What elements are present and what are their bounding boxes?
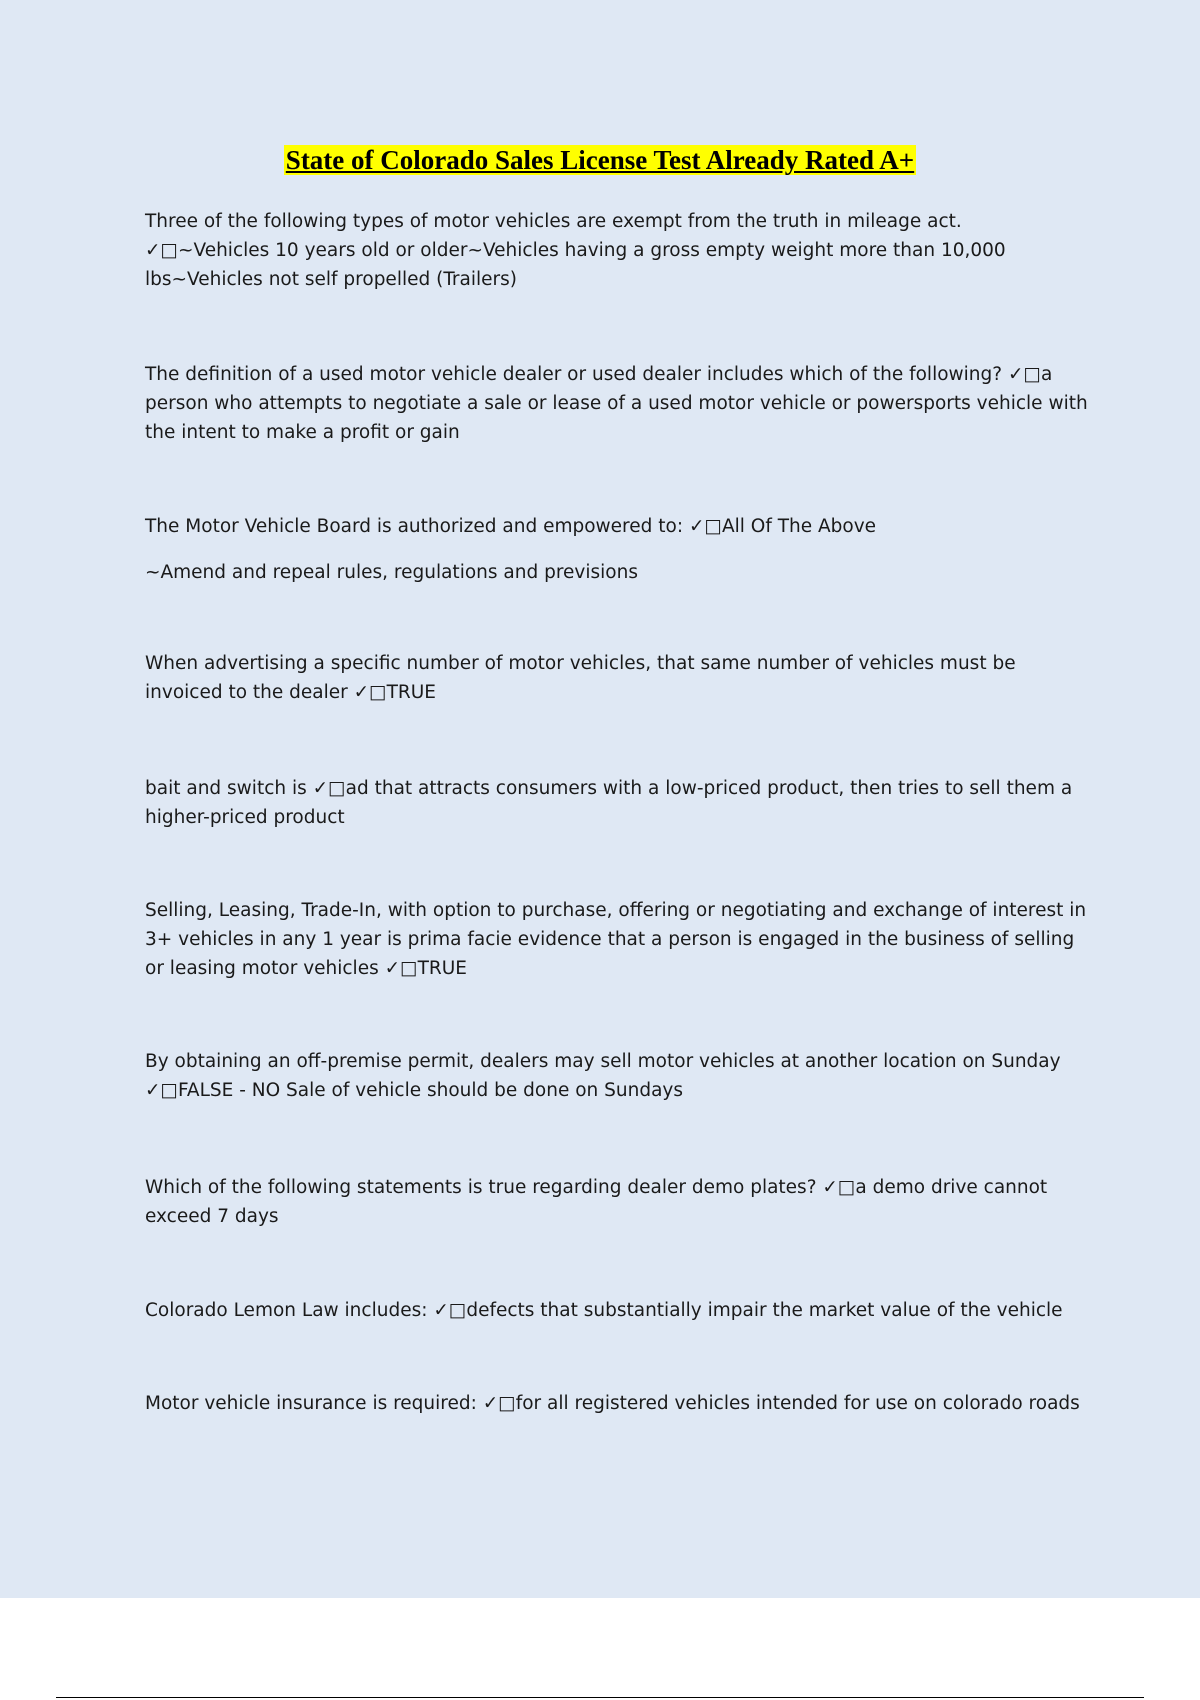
question-text: bait and switch is — [145, 778, 307, 799]
check-icon: ✓□ — [822, 1177, 856, 1198]
footer-divider — [56, 1697, 1144, 1698]
check-icon: ✓□ — [1007, 364, 1041, 385]
qa-item-10 — [145, 1389, 1090, 1418]
qa-item-3-extra — [145, 558, 1090, 587]
qa-item-8 — [145, 1173, 1090, 1231]
question-text: Three of the following types of motor vehicles are exempt from the truth in mileage act. — [145, 211, 962, 232]
title-block — [0, 143, 1200, 177]
check-icon: ✓□ — [384, 958, 418, 979]
answer-text: FALSE - NO Sale of vehicle should be done on Sundays — [177, 1080, 684, 1101]
qa-item-3 — [145, 512, 1090, 541]
answer-text: a person who attempts to negotiate a sale or lease of a used motor vehicle or powersports vehicle with the intent to make a profit or gain — [145, 364, 1088, 443]
question-text: When advertising a specific number of motor vehicles, that same number of vehicles must be invoiced to the dealer — [145, 653, 1016, 703]
check-icon: ✓□ — [145, 240, 178, 261]
qa-item-4 — [145, 649, 1090, 707]
answer-text: for all registered vehicles intended for use on colorado roads — [515, 1393, 1080, 1414]
check-icon: ✓□ — [433, 1300, 467, 1321]
check-icon: ✓□ — [145, 1080, 178, 1101]
answer-text: a demo drive cannot exceed 7 days — [145, 1177, 1048, 1227]
qa-item-1 — [145, 207, 1090, 294]
question-text: Colorado Lemon Law includes: — [145, 1300, 428, 1321]
question-text: The Motor Vehicle Board is authorized and empowered to: — [145, 516, 684, 537]
answer-text: ad that attracts consumers with a low-priced product, then tries to sell them a higher-priced product — [145, 778, 1073, 828]
qa-item-2 — [145, 360, 1090, 447]
qa-item-7 — [145, 1047, 1090, 1105]
qa-item-5 — [145, 774, 1090, 832]
qa-item-6 — [145, 896, 1090, 983]
question-text: Selling, Leasing, Trade-In, with option to purchase, offering or negotiating and exchange of interest in 3+ vehicles in any 1 year is prima facie evidence that a person is engaged in the business of selling or leasing motor vehicles — [145, 900, 1087, 979]
question-text: Motor vehicle insurance is required: — [145, 1393, 477, 1414]
answer-text: TRUE — [417, 958, 467, 979]
check-icon: ✓□ — [312, 778, 346, 799]
answer-text: defects that substantially impair the market value of the vehicle — [466, 1300, 1063, 1321]
check-icon: ✓□ — [482, 1393, 516, 1414]
qa-item-9 — [145, 1296, 1090, 1325]
question-text: By obtaining an off-premise permit, dealers may sell motor vehicles at another location on Sunday — [145, 1051, 1061, 1072]
document-title: State of Colorado Sales License Test Already Rated A+ — [285, 145, 915, 175]
question-text: The definition of a used motor vehicle dealer or used dealer includes which of the following? — [145, 364, 1003, 385]
answer-text: TRUE — [386, 682, 436, 703]
answer-text: All Of The Above — [721, 516, 877, 537]
answer-text: ~Vehicles 10 years old or older~Vehicles having a gross empty weight more than 10,000 lbs~Vehicles not self propelled (Trailers) — [145, 240, 1006, 290]
check-icon: ✓□ — [688, 516, 722, 537]
answer-detail-text: ~Amend and repeal rules, regulations and previsions — [145, 562, 638, 583]
check-icon: ✓□ — [353, 682, 387, 703]
question-text: Which of the following statements is true regarding dealer demo plates? — [145, 1177, 817, 1198]
